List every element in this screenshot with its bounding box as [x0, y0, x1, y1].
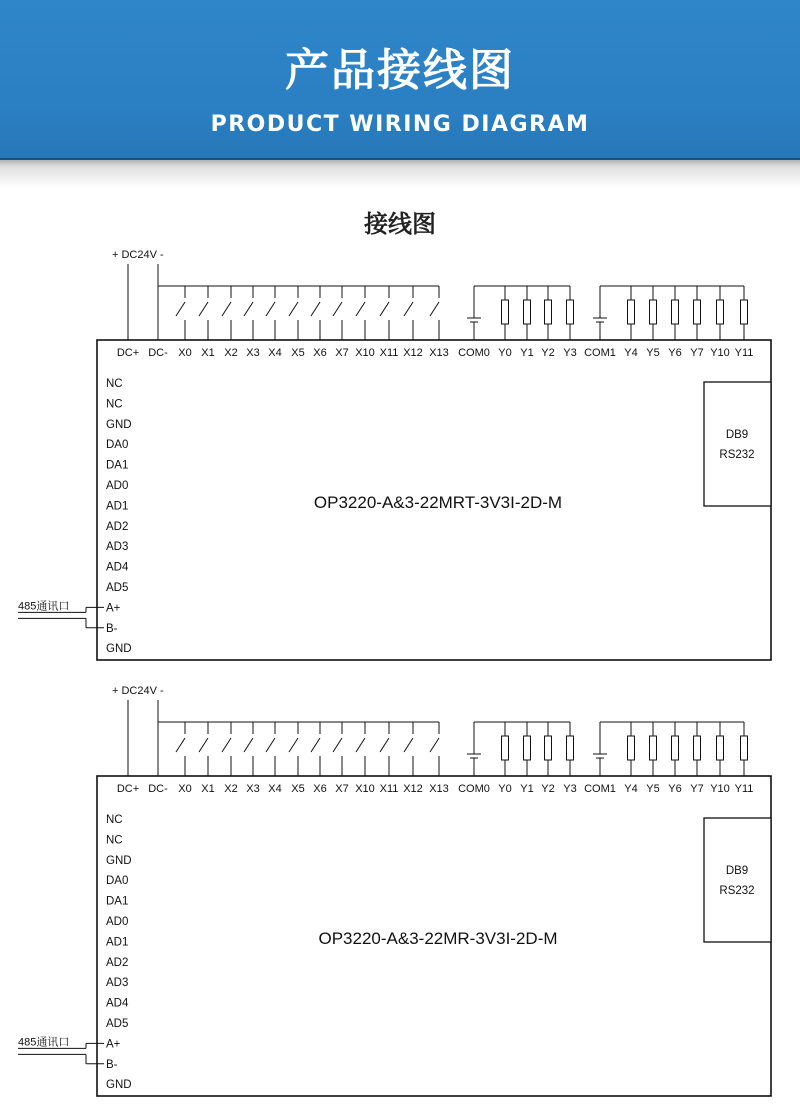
side-pin-label: AD3	[106, 541, 129, 554]
top-pin-label: Y3	[563, 347, 577, 359]
output-group-com1-load-resistor	[694, 736, 701, 760]
side-pin-label: NC	[106, 834, 123, 847]
top-pin-label: Y2	[541, 783, 555, 795]
top-pin-label: X3	[246, 347, 260, 359]
side-pin-label: DA1	[106, 895, 129, 908]
rs232-label: RS232	[719, 885, 755, 897]
power-label: + DC24V -	[112, 249, 164, 261]
side-pin-label: DA1	[106, 459, 129, 472]
side-pin-label: DA0	[106, 875, 129, 888]
side-pin-label: AD5	[106, 1018, 129, 1030]
top-pin-label: X5	[291, 347, 305, 359]
rs485-port-label: 485通讯口	[18, 600, 70, 613]
top-pin-label: X0	[178, 347, 192, 359]
side-pin-label: DA0	[106, 439, 129, 452]
side-pin-label: A+	[106, 602, 121, 615]
top-pin-label: Y10	[710, 783, 730, 795]
side-pin-label: AD1	[106, 500, 129, 513]
input-switch-contact	[289, 738, 298, 752]
top-pin-label: X11	[379, 347, 399, 359]
input-switch-contact	[176, 302, 185, 316]
output-group-com0-load-resistor	[545, 300, 552, 324]
wiring-diagram-2	[0, 672, 800, 1102]
input-switch-contact	[430, 738, 439, 752]
top-pin-label: Y0	[498, 347, 512, 359]
side-pin-label: AD2	[106, 520, 129, 533]
output-group-com1-load-resistor	[672, 736, 679, 760]
top-pin-label: X11	[379, 783, 399, 795]
top-pin-label: X12	[403, 347, 423, 359]
side-pin-label: B-	[106, 1058, 118, 1071]
top-pin-label: Y2	[541, 347, 555, 359]
input-switch-contact	[289, 302, 298, 316]
output-group-com1-load-resistor	[628, 736, 635, 760]
model-number: OP3220-A&3-22MRT-3V3I-2D-M	[313, 493, 563, 512]
top-pin-label: X13	[429, 347, 449, 359]
output-group-com1-load-resistor	[694, 300, 701, 324]
input-switch-contact	[404, 302, 413, 316]
top-pin-label: X1	[201, 347, 215, 359]
output-group-com0-load-resistor	[545, 736, 552, 760]
top-pin-label: X3	[246, 783, 260, 795]
input-switch-contact	[266, 738, 275, 752]
side-pin-label: AD2	[106, 956, 129, 969]
power-label: + DC24V -	[112, 685, 164, 697]
top-pin-label: X7	[335, 783, 349, 795]
input-switch-contact	[311, 738, 320, 752]
db9-port-box	[704, 818, 771, 942]
rs485-port-label: 485通讯口	[18, 1036, 70, 1049]
top-pin-label: Y11	[734, 347, 754, 359]
wiring-diagram-1	[0, 236, 800, 666]
db9-label: DB9	[725, 429, 749, 441]
top-pin-label: DC-	[148, 783, 168, 795]
top-pin-label: Y1	[520, 347, 534, 359]
side-pin-label: GND	[106, 643, 132, 656]
top-pin-label: X6	[313, 347, 327, 359]
top-pin-label: DC-	[148, 347, 168, 359]
side-pin-label: AD0	[106, 480, 129, 492]
input-switch-contact	[266, 302, 275, 316]
top-pin-label: Y4	[624, 783, 638, 795]
top-pin-label: COM0	[458, 783, 490, 795]
output-group-com0-load-resistor	[502, 736, 509, 760]
side-pin-label: AD3	[106, 977, 129, 990]
input-switch-contact	[311, 302, 320, 316]
top-pin-label: X2	[224, 783, 238, 795]
side-pin-label: AD4	[106, 561, 129, 574]
output-group-com1-load-resistor	[650, 300, 657, 324]
output-group-com1-load-resistor	[672, 300, 679, 324]
top-pin-label: COM1	[584, 347, 616, 359]
input-switch-contact	[176, 738, 185, 752]
top-pin-label: X0	[178, 783, 192, 795]
side-pin-label: GND	[106, 418, 132, 431]
top-pin-label: X2	[224, 347, 238, 359]
side-pin-label: B-	[106, 622, 118, 635]
input-switch-contact	[380, 738, 389, 752]
top-pin-label: COM0	[458, 347, 490, 359]
input-switch-contact	[222, 738, 231, 752]
side-pin-label: NC	[106, 378, 123, 390]
top-pin-label: Y4	[624, 347, 638, 359]
input-switch-contact	[222, 302, 231, 316]
top-pin-label: X10	[355, 783, 375, 795]
db9-label: DB9	[725, 865, 749, 877]
side-pin-label: NC	[106, 814, 123, 826]
top-pin-label: X6	[313, 783, 327, 795]
top-pin-label: DC+	[116, 783, 140, 795]
top-pin-label: Y5	[646, 783, 660, 795]
input-switch-contact	[244, 738, 253, 752]
input-switch-contact	[404, 738, 413, 752]
output-group-com0-load-resistor	[567, 736, 574, 760]
model-number: OP3220-A&3-22MR-3V3I-2D-M	[318, 929, 558, 948]
output-group-com0-load-resistor	[502, 300, 509, 324]
top-pin-label: X5	[291, 783, 305, 795]
top-pin-label: COM1	[584, 783, 616, 795]
input-switch-contact	[333, 738, 342, 752]
output-group-com1-load-resistor	[717, 300, 724, 324]
input-switch-contact	[244, 302, 253, 316]
input-switch-contact	[430, 302, 439, 316]
output-group-com0-load-resistor	[524, 736, 531, 760]
side-pin-label: GND	[106, 1079, 132, 1092]
top-pin-label: X10	[355, 347, 375, 359]
output-group-com1-load-resistor	[628, 300, 635, 324]
top-pin-label: X4	[268, 347, 282, 359]
top-pin-label: Y7	[690, 347, 704, 359]
side-pin-label: A+	[106, 1038, 121, 1051]
input-switch-contact	[199, 738, 208, 752]
side-pin-label: AD4	[106, 997, 129, 1010]
input-switch-contact	[356, 738, 365, 752]
side-pin-label: AD5	[106, 582, 129, 594]
input-switch-contact	[380, 302, 389, 316]
section-title: 接线图	[364, 210, 436, 238]
top-pin-label: X13	[429, 783, 449, 795]
side-pin-label: AD0	[106, 916, 129, 928]
top-pin-label: X12	[403, 783, 423, 795]
banner-subtitle: PRODUCT WIRING DIAGRAM	[210, 112, 590, 137]
db9-port-box	[704, 382, 771, 506]
side-pin-label: GND	[106, 854, 132, 867]
top-pin-label: DC+	[116, 347, 140, 359]
side-pin-label: AD1	[106, 936, 129, 949]
top-pin-label: Y5	[646, 347, 660, 359]
output-group-com1-load-resistor	[650, 736, 657, 760]
output-group-com0-load-resistor	[567, 300, 574, 324]
top-pin-label: Y6	[668, 783, 682, 795]
top-pin-label: Y3	[563, 783, 577, 795]
input-switch-contact	[333, 302, 342, 316]
input-switch-contact	[199, 302, 208, 316]
top-pin-label: X1	[201, 783, 215, 795]
output-group-com1-load-resistor	[717, 736, 724, 760]
top-pin-label: Y1	[520, 783, 534, 795]
input-switch-contact	[356, 302, 365, 316]
output-group-com1-load-resistor	[741, 300, 748, 324]
output-group-com1-load-resistor	[741, 736, 748, 760]
top-pin-label: X4	[268, 783, 282, 795]
top-pin-label: Y10	[710, 347, 730, 359]
banner-title: 产品接线图	[285, 45, 515, 96]
top-pin-label: Y0	[498, 783, 512, 795]
top-pin-label: Y11	[734, 783, 754, 795]
top-pin-label: X7	[335, 347, 349, 359]
rs232-label: RS232	[719, 449, 755, 461]
top-pin-label: Y6	[668, 347, 682, 359]
top-pin-label: Y7	[690, 783, 704, 795]
banner-shadow	[0, 158, 800, 188]
output-group-com0-load-resistor	[524, 300, 531, 324]
side-pin-label: NC	[106, 398, 123, 411]
